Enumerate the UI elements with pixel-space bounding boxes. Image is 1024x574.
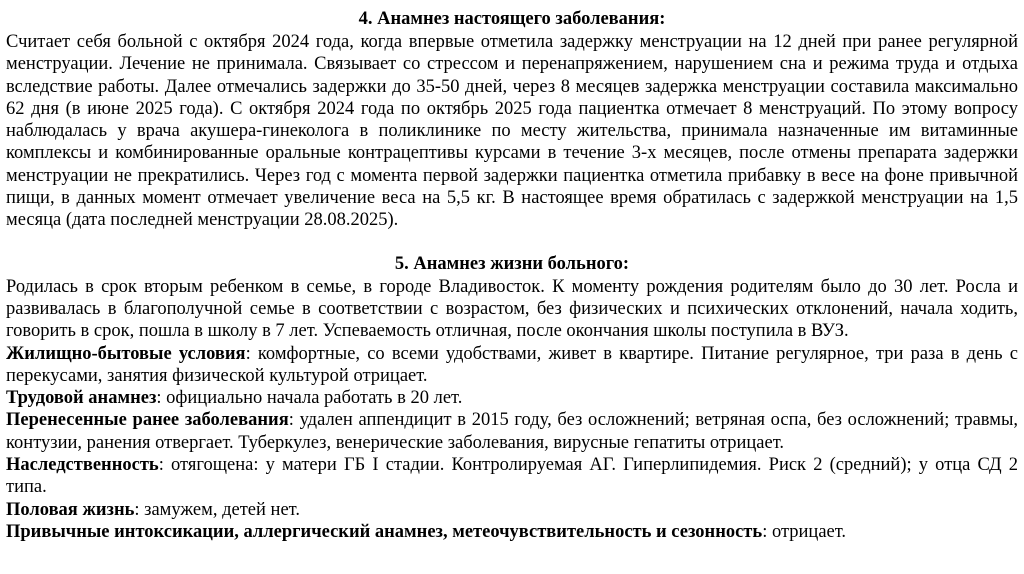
past-diseases-label: Перенесенные ранее заболевания: [6, 410, 289, 431]
work-history-paragraph: [6, 387, 1018, 409]
habits-allergy-label: Привычные интоксикации, аллергический анамнез, метеочувствительность и сезонность: [6, 521, 763, 542]
living-conditions-paragraph: [6, 343, 1018, 388]
sexual-life-label: Половая жизнь: [6, 499, 135, 520]
sexual-life-paragraph: [6, 499, 1018, 521]
section-4-text: Считает себя больной с октября 2024 года, когда впервые отметила задержку менструации на 12 дней при ранее регулярной менструации. Лечение не принимала. Связывает со стрессом и перенапряжением, нарушением сна и режима труда и отдыха вследствие работы. Далее отмечались задержки до 35-50 дней, через 8 месяцев задержка менструации составила максимально 62 дня (в июне 2025 года). С октября 2024 года по октябрь 2025 года пациентка отмечает 8 менструаций. По этому вопросу наблюдалась у врача акушера-гинеколога в поликлинике по месту жительства, принимала назначенные им витаминные комплексы и комбинированные оральные контрацептивы курсами в течение 3-х месяцев, после отмены препарата задержки менструации не прекратились. Через год с момента первой задержки пациентка отметила прибавку в весе на фоне привычной пищи, в данных момент отмечает увеличение веса на 5,5 кг. В настоящее время обратилась с задержкой менструации на 1,5 месяца (дата последней менструации 28.08.2025).: [6, 32, 1018, 231]
past-diseases-paragraph: [6, 409, 1018, 454]
section-5-heading: 5. Анамнез жизни больного:: [394, 253, 630, 274]
work-history-label: Трудовой анамнез: [6, 388, 157, 409]
section-gap: [6, 232, 1018, 253]
living-conditions-label: Жилищно-бытовые условия: [6, 343, 246, 364]
habits-allergy-text: : отрицает.: [762, 521, 847, 542]
heredity-paragraph: [6, 454, 1018, 499]
heredity-text: : отягощена: у матери ГБ I стадии. Контролируемая АГ. Гиперлипидемия. Риск 2 (средний); у отца СД 2 типа.: [6, 455, 1018, 498]
section-4-heading: 4. Анамнез настоящего заболевания:: [358, 9, 666, 29]
living-conditions-text: : комфортные, со всеми удобствами, живет в квартире. Питание регулярное, три раза в день с перекусами, занятия физической культурой отрицает.: [6, 343, 1019, 386]
work-history-text: : официально начала работать в 20 лет.: [156, 388, 463, 409]
heredity-label: Наследственность: [6, 455, 159, 476]
sexual-life-text: : замужем, детей нет.: [134, 499, 300, 520]
past-diseases-text: : удален аппендицит в 2015 году, без осложнений; ветряная оспа, без осложнений; травмы, контузии, ранения отвергает. Туберкулез, венерические заболевания, вирусные гепатиты отрицает.: [6, 410, 1018, 453]
habits-allergy-paragraph: [6, 521, 1018, 543]
section-5-intro: Родилась в срок вторым ребенком в семье, в городе Владивосток. К моменту рождения родителям было до 30 лет. Росла и развивалась в благополучной семье в соответствии с возрастом, без физических и психических отклонений, начала ходить, говорить в срок, пошла в школу в 7 лет. Успеваемость отличная, после окончания школы поступила в ВУЗ.: [6, 276, 1018, 342]
